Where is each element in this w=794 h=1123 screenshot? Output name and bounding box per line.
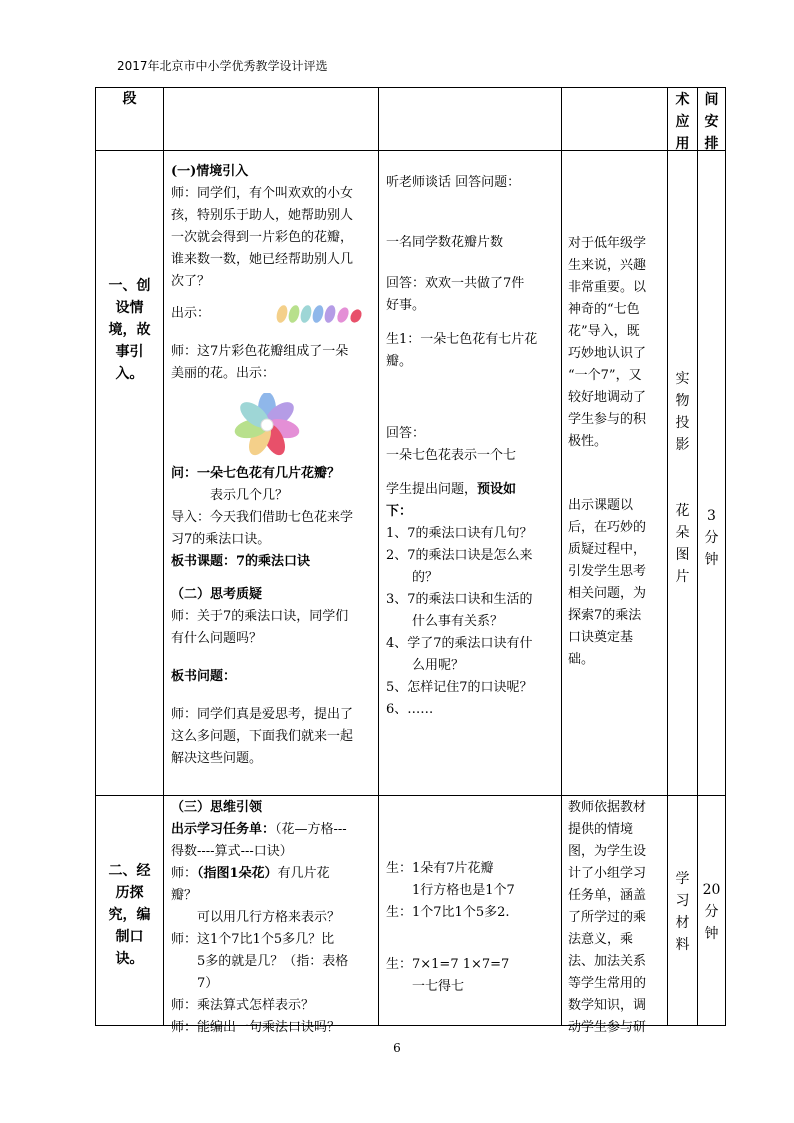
student-activity-2: 生：1朵有7片花瓣 1行方格也是1个7 生：1个7比1个5多2. 生：7×1=7 1×7=7 一七得七 bbox=[386, 861, 515, 994]
media-2: 学 习 材 料 bbox=[675, 871, 690, 953]
flower-image bbox=[171, 385, 376, 463]
design-intent-1: 对于低年级学 生来说，兴趣 非常重要。以 神奇的“七色 花”导入，既 巧妙地认识了 “一个7”，又 较好地调动了 学生参与的积 极性。 出示课题以 后，在巧妙的 质疑过程中， 引发学生思考 相关问题，为 探索7的乘法 口诀奠定基 础。 bbox=[568, 236, 647, 667]
stage-2-label: 二、经 历探 究，编 制口 诀。 bbox=[108, 863, 151, 967]
petals-image bbox=[274, 303, 374, 325]
column-header-media: 术 应 用 bbox=[675, 92, 690, 152]
stage-1-label: 一、创 设情 境，故 事引 入。 bbox=[108, 278, 151, 382]
page-number: 6 bbox=[393, 1041, 401, 1055]
section-title: （三）思维引领 bbox=[171, 800, 263, 815]
media-1: 实 物 投 影 花 朵 图 片 bbox=[675, 371, 690, 585]
column-header-stage: 段 bbox=[122, 91, 137, 107]
teacher-activity-2: （三）思维引领 出示学习任务单：（花—方格--- 得数----算式---口诀） 师：（指图1朵花）有几片花 瓣？ 可以用几行方格来表示？ 师：这1个7比1个5多几？比 5多的就是几？（指：表格 7） 师：乘法算式怎样表示？ 师：能编出一句乘法口诀吗？ bbox=[171, 797, 376, 1039]
student-activity-1: 听老师谈话 回答问题： 一名同学数花瓣片数 回答：欢欢一共做了7件 好事。 生1：一朵七色花有七片花 瓣。 回答： 一朵七色花表示一个七 学生提出问题，预设如 下： 1、7的乘法口诀有几句？ 2、7的乘法口诀是怎么来 的？ 3、7的乘法口诀和生活的 什么事有关系？ 4、学了7的乘法口诀有什 么用呢？ 5、怎样记住7的口诀呢？ 6、…… bbox=[386, 175, 538, 717]
document-header: 2017年北京市中小学优秀教学设计评选 bbox=[117, 59, 328, 73]
column-header-time: 间 安 排 bbox=[704, 92, 719, 152]
time-1: 3 分 钟 bbox=[704, 508, 719, 568]
section-title: (一)情境引入 bbox=[171, 164, 249, 179]
design-intent-2: 教师依据教材 提供的情境 图，为学生设 计了小组学习 任务单，涵盖 了所学过的乘 法意义，乘 法、加法关系 等学生常用的 数学知识，调 动学生参与研 bbox=[568, 800, 647, 1035]
time-2: 20 分 钟 bbox=[702, 882, 721, 942]
teacher-activity-1: (一)情境引入 师：同学们，有个叫欢欢的小女 孩，特别乐于助人，她帮助别人 一次就会得到一片彩色的花瓣， 谁来数一数，她已经帮助别人几 次了？ 出示： 师：这7片彩色花瓣组成了一朵 美丽的花。出示： 问：一朵七色花有几片花瓣？ 表示几个几？ 导入：今天我们借助七色花来学 习7的乘法口诀。 板书课题：7的乘法口诀 （二）思考质疑 师：关于7的乘法口诀，同学们 有什么问题吗？ 板书问题： 师：同学们真是爱思考，提出了 这么多问题，下面我们就来一起 解决这些问题。 bbox=[171, 161, 376, 770]
